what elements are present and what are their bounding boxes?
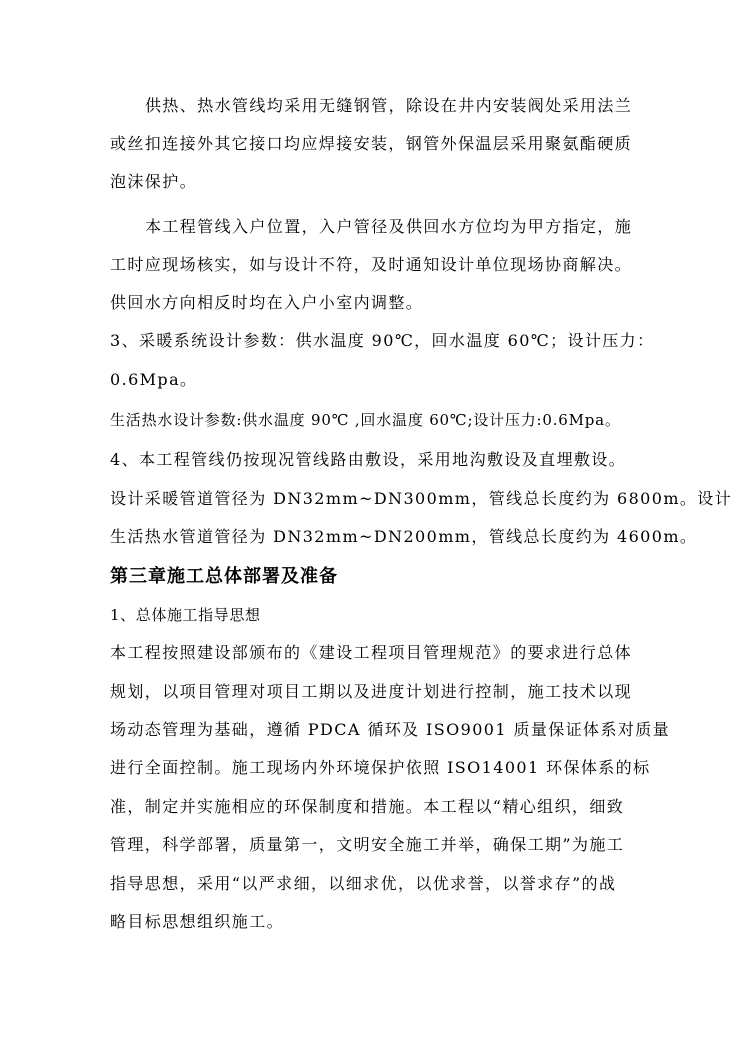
body-line: 规划，以项目管理对项目工期以及进度计划进行控制，施工技术以现 — [110, 682, 633, 701]
paragraph-line: 4、本工程管线仍按现况管线路由敷设，采用地沟敷设及直埋敷设。 — [110, 450, 627, 469]
body-line: 略目标思想组织施工。 — [110, 912, 285, 931]
paragraph-line: 生活热水设计参数:供水温度 90℃ ,回水温度 60℃;设计压力:0.6Mpa。 — [110, 411, 621, 429]
body-line: 指导思想，采用“以严求细，以细求优，以优求誉，以誉求存”的战 — [110, 874, 617, 893]
paragraph-line: 供回水方向相反时均在入户小室内调整。 — [110, 293, 424, 312]
paragraph-line: 供热、热水管线均采用无缝钢管，除设在井内安装阀处采用法兰 — [145, 96, 633, 115]
body-line: 场动态管理为基础，遵循 PDCA 循环及 ISO9001 质量保证体系对质量 — [110, 720, 671, 739]
section-title: 1、总体施工指导思想 — [110, 606, 261, 624]
paragraph-line: 工时应现场核实，如与设计不符，及时通知设计单位现场协商解决。 — [110, 255, 633, 274]
paragraph-line: 泡沫保护。 — [110, 172, 198, 191]
body-line: 准，制定并实施相应的环保制度和措施。本工程以“精心组织，细致 — [110, 797, 625, 816]
body-line: 进行全面控制。施工现场内外环境保护依照 ISO14001 环保体系的标 — [110, 758, 651, 777]
body-line: 本工程按照建设部颁布的《建设工程项目管理规范》的要求进行总体 — [110, 643, 633, 662]
paragraph-line: 3、采暖系统设计参数：供水温度 90℃，回水温度 60℃；设计压力： — [110, 331, 655, 350]
paragraph-line: 本工程管线入户位置，入户管径及供回水方位均为甲方指定，施 — [145, 217, 633, 236]
paragraph-line: 设计采暖管道管径为 DN32mm~DN300mm，管线总长度约为 6800m。设计 — [110, 489, 733, 508]
body-line: 管理，科学部署，质量第一，文明安全施工并举，确保工期”为施工 — [110, 835, 625, 854]
paragraph-line: 或丝扣连接外其它接口均应焊接安装，钢管外保温层采用聚氨酯硬质 — [110, 134, 633, 153]
paragraph-line: 生活热水管道管径为 DN32mm~DN200mm，管线总长度约为 4600m。 — [110, 527, 698, 546]
chapter-heading: 第三章施工总体部署及准备 — [110, 566, 338, 587]
paragraph-line: 0.6Mpa。 — [110, 370, 198, 389]
